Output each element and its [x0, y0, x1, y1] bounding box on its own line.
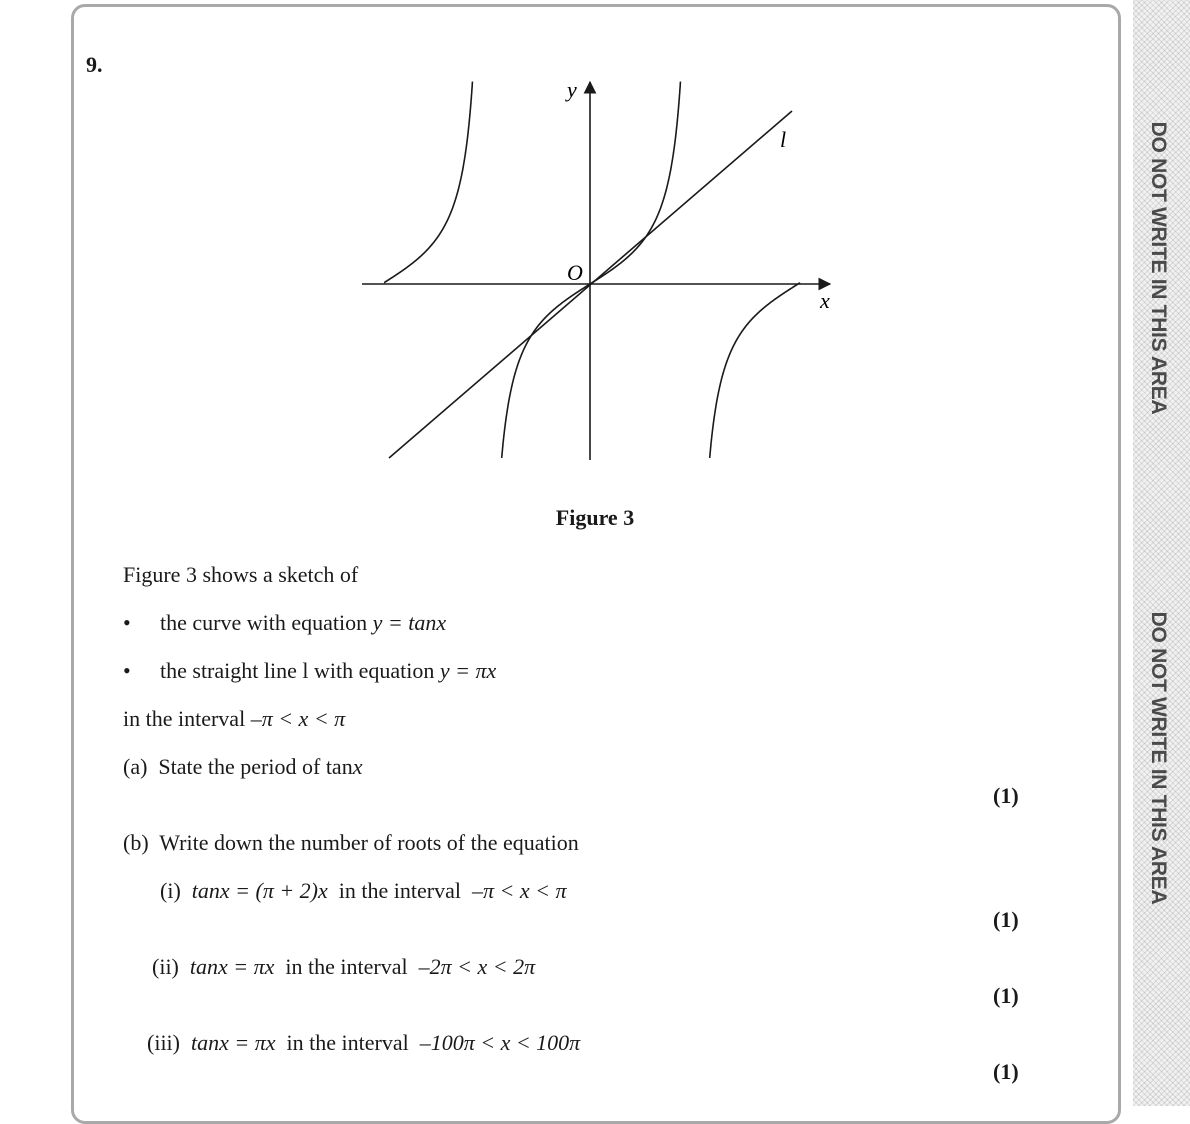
- question-number: 9.: [86, 52, 103, 77]
- x-axis-label: x: [820, 288, 830, 313]
- bullet-dot: •: [123, 658, 131, 683]
- part-b: (b) Write down the number of roots of the equation: [123, 830, 579, 855]
- part-b-ii: (ii) tanx = πx in the interval –2π < x < 2π: [152, 954, 536, 979]
- tan-curve-left-branch: [384, 82, 472, 283]
- margin-warning-top: DO NOT WRITE IN THIS AREA: [1147, 121, 1170, 415]
- tan-curve-middle-branch: [502, 82, 681, 458]
- marks-part-b-i: (1): [993, 907, 1019, 932]
- bullet-line: the straight line l with equation y = πx: [160, 658, 497, 683]
- origin-label: O: [567, 260, 583, 285]
- marks-part-b-iii: (1): [993, 1059, 1019, 1084]
- marks-part-a: (1): [993, 783, 1019, 808]
- part-b-iii: (iii) tanx = πx in the interval –100π < x < 100π: [147, 1030, 581, 1055]
- tan-curve-right-branch: [710, 283, 800, 458]
- y-axis-label: y: [567, 77, 577, 102]
- margin-warning-bottom: DO NOT WRITE IN THIS AREA: [1147, 611, 1170, 905]
- marks-part-b-ii: (1): [993, 983, 1019, 1008]
- figure-caption: Figure 3: [555, 505, 635, 530]
- part-b-i: (i) tanx = (π + 2)x in the interval –π < x < π: [160, 878, 567, 903]
- bullet-curve: the curve with equation y = tanx: [160, 610, 447, 635]
- part-a: (a) State the period of tanx: [123, 754, 363, 779]
- interval-text: in the interval –π < x < π: [123, 706, 346, 731]
- figure-3-graph: [0, 0, 1190, 500]
- intro-text: Figure 3 shows a sketch of: [123, 562, 359, 587]
- bullet-dot: •: [123, 610, 131, 635]
- line-l-label: l: [780, 127, 787, 152]
